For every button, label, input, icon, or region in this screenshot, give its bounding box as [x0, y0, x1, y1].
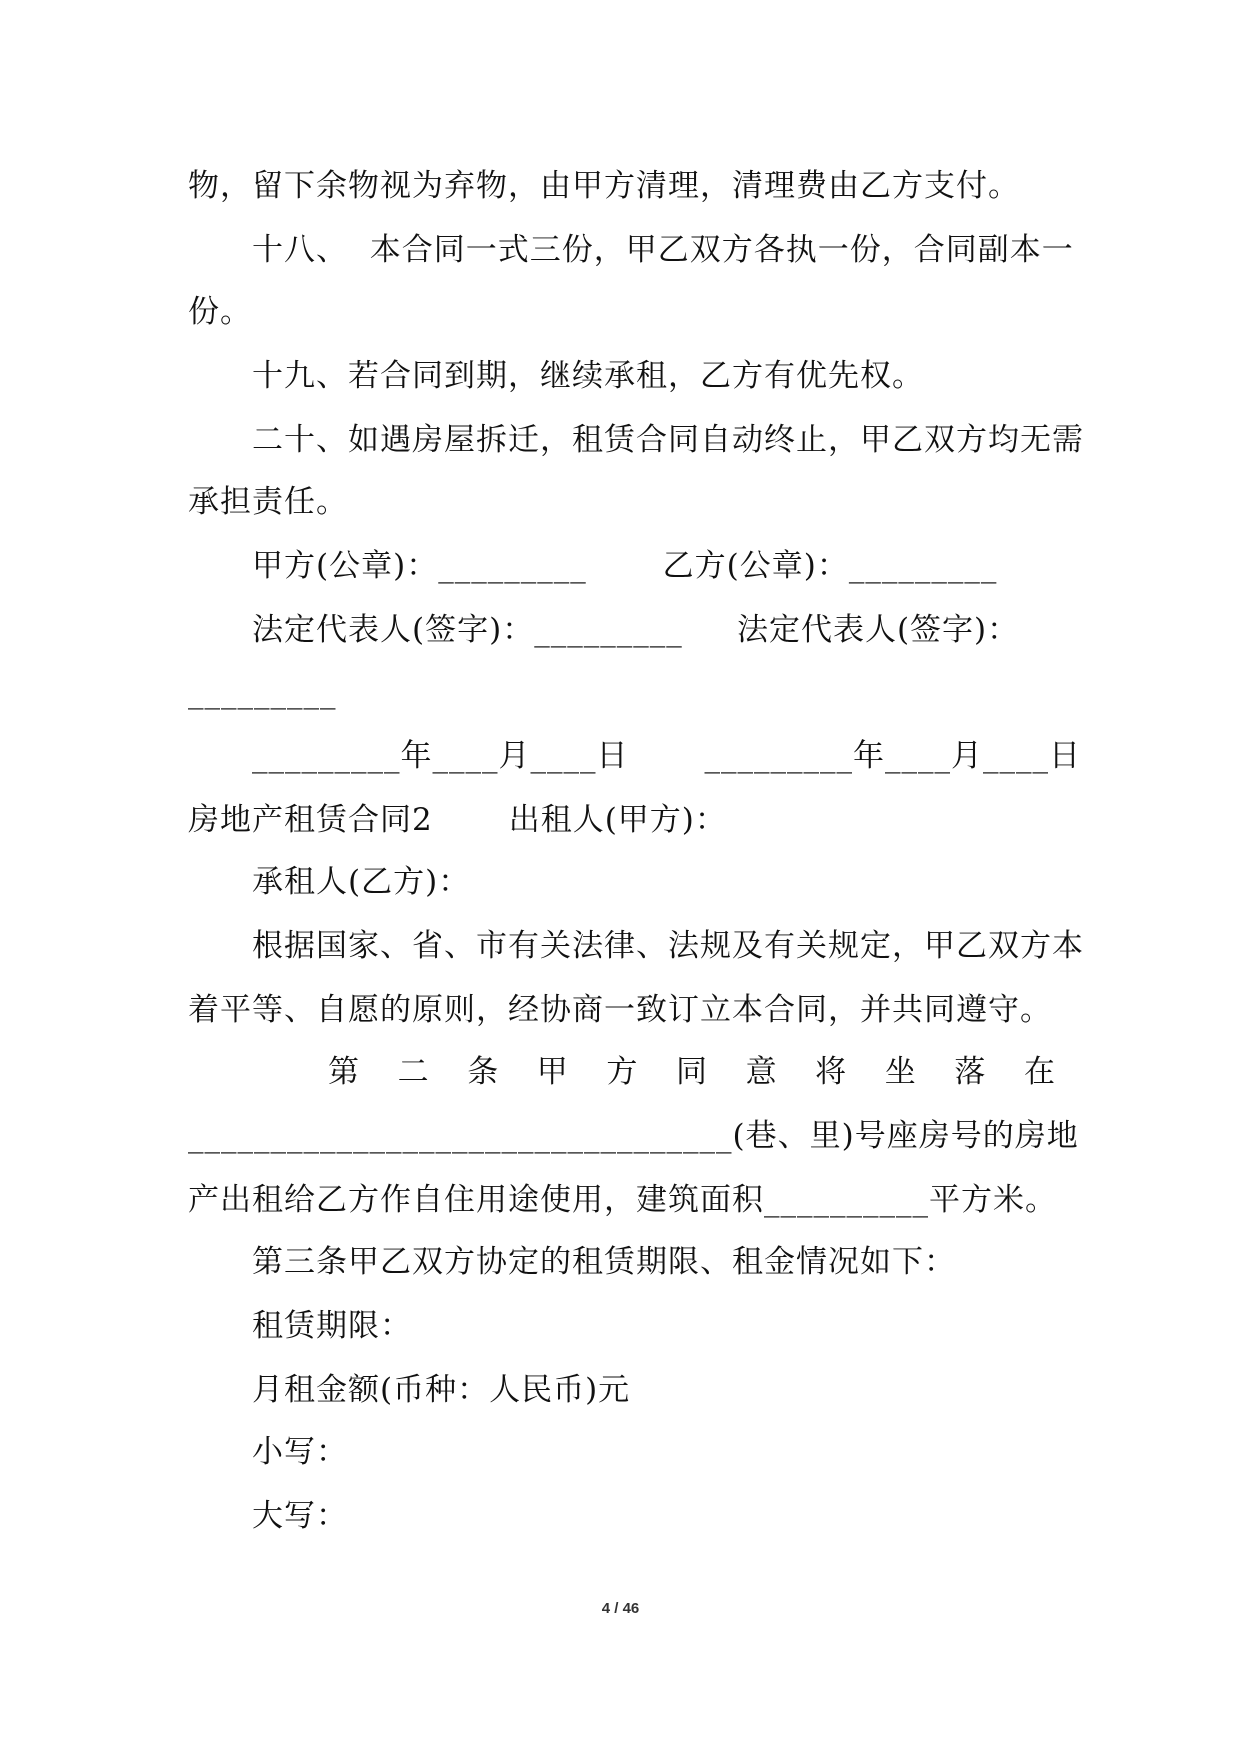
spread-char: 条	[467, 1054, 499, 1090]
contract-2-heading: 房地产租赁合同2 出租人(甲方)：	[188, 802, 727, 838]
clause-19: 十九、若合同到期，继续承租，乙方有优先权。	[252, 358, 924, 394]
amount-lowercase-line: 小写：	[252, 1434, 348, 1470]
clause-20-line-2: 承担责任。	[188, 484, 348, 520]
spread-char: 在	[1023, 1054, 1055, 1090]
clause-20-line-1: 二十、如遇房屋拆迁，租赁合同自动终止，甲乙双方均无需	[252, 422, 1084, 458]
amount-uppercase-line: 大写：	[252, 1498, 348, 1534]
monthly-rent-line: 月租金额(币种：人民币)元	[252, 1372, 631, 1408]
article-2-line-2: _________________________________(巷、里)号座房号的房地	[188, 1118, 1079, 1154]
spread-char: 甲	[536, 1054, 568, 1090]
text-line: 物，留下余物视为弃物，由甲方清理，清理费由乙方支付。	[188, 168, 1020, 204]
article-3-heading: 第三条甲乙双方协定的租赁期限、租金情况如下：	[252, 1244, 956, 1280]
page-number: 4 / 46	[601, 1600, 640, 1617]
spread-char: 二	[397, 1054, 429, 1090]
signature-blank: _________	[188, 674, 337, 710]
clause-18-line-2: 份。	[188, 294, 252, 330]
date-line: _________年____月____日 _________年____月____日	[252, 738, 1081, 774]
representative-signature-line: 法定代表人(签字)：_________ 法定代表人(签字)：	[252, 612, 1020, 648]
spread-char: 意	[745, 1054, 777, 1090]
spread-char: 方	[606, 1054, 638, 1090]
preamble-line-1: 根据国家、省、市有关法律、法规及有关规定，甲乙双方本	[252, 928, 1084, 964]
clause-18-line-1: 十八、 本合同一式三份，甲乙双方各执一份，合同副本一	[252, 232, 1074, 268]
article-2-line-3: 产出租给乙方作自住用途使用，建筑面积__________平方米。	[188, 1182, 1057, 1218]
article-2-spread-line	[328, 1052, 1055, 1092]
preamble-line-2: 着平等、自愿的原则，经协商一致订立本合同，并共同遵守。	[188, 992, 1052, 1028]
spread-char: 同	[675, 1054, 707, 1090]
spread-char: 坐	[884, 1054, 916, 1090]
lessee-line: 承租人(乙方)：	[252, 864, 471, 900]
party-seal-line: 甲方(公章)：_________ 乙方(公章)：_________	[252, 548, 998, 584]
spread-char: 将	[815, 1054, 847, 1090]
spread-char: 第	[328, 1054, 359, 1090]
lease-term-line: 租赁期限：	[252, 1308, 412, 1344]
spread-char: 落	[954, 1054, 986, 1090]
